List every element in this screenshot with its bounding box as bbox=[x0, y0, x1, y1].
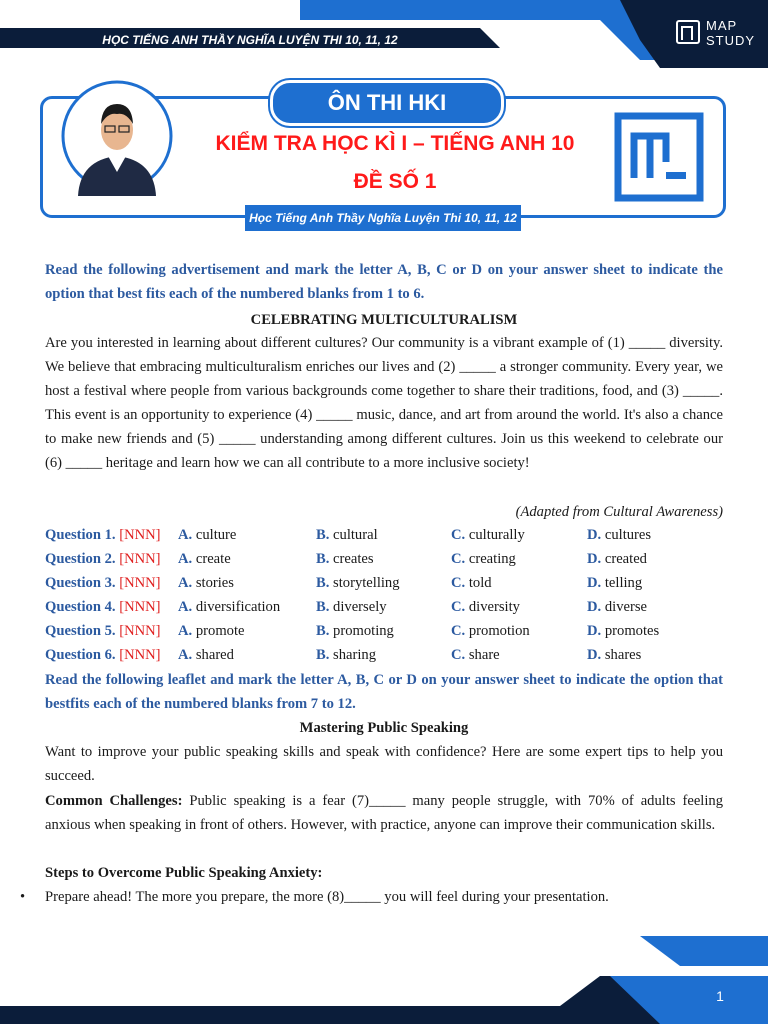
section2-challenges bbox=[45, 789, 723, 837]
option-letter: B. bbox=[316, 647, 330, 663]
section1-instruction: Read the following advertisement and mark the letter A, B, C or D on your answer sheet to indicate the option that best fits each of the numbered blanks from 1 to 6. bbox=[45, 262, 723, 302]
option-letter: D. bbox=[587, 647, 602, 663]
option-letter: B. bbox=[316, 575, 330, 591]
logo-line-1: MAP bbox=[706, 18, 738, 33]
question-tag: [NNN] bbox=[119, 623, 161, 639]
bullet-icon: • bbox=[20, 889, 26, 905]
option-letter: C. bbox=[451, 575, 466, 591]
option-letter: C. bbox=[451, 527, 466, 543]
option-c[interactable] bbox=[451, 571, 492, 595]
question-label: Question 3. bbox=[45, 575, 116, 591]
option-letter: D. bbox=[587, 599, 602, 615]
map-study-logo-icon bbox=[676, 20, 700, 44]
option-c[interactable] bbox=[451, 523, 525, 547]
option-text: culture bbox=[195, 527, 237, 543]
option-a[interactable] bbox=[178, 595, 280, 619]
option-letter: D. bbox=[587, 575, 602, 591]
option-text: stories bbox=[195, 575, 234, 591]
option-text: creating bbox=[468, 551, 516, 567]
teacher-photo bbox=[60, 68, 174, 198]
section1-source: (Adapted from Cultural Awareness) bbox=[515, 504, 723, 520]
option-letter: A. bbox=[178, 527, 193, 543]
question-tag: [NNN] bbox=[119, 599, 161, 615]
exam-title: KIỂM TRA HỌC KÌ I – TIẾNG ANH 10 bbox=[215, 132, 575, 155]
question-label: Question 5. bbox=[45, 623, 116, 639]
option-a[interactable] bbox=[178, 643, 234, 667]
option-a[interactable] bbox=[178, 523, 236, 547]
option-a[interactable] bbox=[178, 571, 234, 595]
challenges-label: Common Challenges: bbox=[45, 793, 183, 809]
option-b[interactable] bbox=[316, 619, 394, 643]
option-c[interactable] bbox=[451, 547, 516, 571]
option-letter: A. bbox=[178, 575, 193, 591]
option-text: cultural bbox=[333, 527, 378, 543]
exam-number: ĐỀ SỐ 1 bbox=[353, 170, 437, 193]
option-letter: A. bbox=[178, 599, 193, 615]
option-b[interactable] bbox=[316, 595, 387, 619]
option-text: create bbox=[195, 551, 231, 567]
top-banner-text: HỌC TIẾNG ANH THẦY NGHĨA LUYỆN THI 10, 11, 12 bbox=[102, 33, 398, 47]
exam-badge: ÔN THI HKI bbox=[270, 80, 504, 126]
option-letter: A. bbox=[178, 551, 193, 567]
option-letter: C. bbox=[451, 623, 466, 639]
map-study-logo bbox=[676, 18, 766, 52]
question-tag: [NNN] bbox=[119, 527, 161, 543]
question-label: Question 6. bbox=[45, 647, 116, 663]
option-letter: A. bbox=[178, 647, 193, 663]
question-label: Question 2. bbox=[45, 551, 116, 567]
option-text: storytelling bbox=[333, 575, 400, 591]
question-row bbox=[45, 523, 725, 547]
question-row bbox=[45, 595, 725, 619]
section2-instruction: Read the following leaflet and mark the letter A, B, C or D on your answer sheet to indicate the option that bestfits each of the numbered blanks from 7 to 12. bbox=[45, 672, 723, 712]
option-text: promote bbox=[195, 623, 245, 639]
option-text: promotes bbox=[604, 623, 660, 639]
option-d[interactable] bbox=[587, 595, 647, 619]
option-b[interactable] bbox=[316, 523, 378, 547]
logo-line-2: STUDY bbox=[706, 33, 756, 48]
option-a[interactable] bbox=[178, 619, 245, 643]
bottom-footer-decoration bbox=[0, 936, 768, 1024]
option-text: diversely bbox=[333, 599, 387, 615]
option-d[interactable] bbox=[587, 571, 642, 595]
question-tag: [NNN] bbox=[119, 647, 161, 663]
option-text: diversification bbox=[195, 599, 281, 615]
section1-passage: Are you interested in learning about different cultures? Our community is a vibrant example of (1) _____ diversity. We believe that embracing multiculturalism enriches our lives and (2) _____ a stronger community. Every year, we host a festival where people from various backgrounds come together to share their traditions, food, and (3) _____. This event is an opportunity to experience (4) _____ music, dance, and art from around the world. It's also a chance to make new friends and (5) _____ understanding among different cultures. Join us this weekend to celebrate our (6) _____ heritage and learn how we can all contribute to a more inclusive society! bbox=[45, 335, 723, 471]
option-letter: B. bbox=[316, 599, 330, 615]
option-letter: B. bbox=[316, 623, 330, 639]
option-text: promoting bbox=[333, 623, 394, 639]
option-c[interactable] bbox=[451, 643, 500, 667]
option-letter: A. bbox=[178, 623, 193, 639]
option-text: promotion bbox=[468, 623, 530, 639]
option-letter: D. bbox=[587, 551, 602, 567]
option-d[interactable] bbox=[587, 619, 659, 643]
option-text: cultures bbox=[604, 527, 652, 543]
m-logo-icon bbox=[614, 112, 704, 202]
option-c[interactable] bbox=[451, 619, 530, 643]
subtitle-banner: Học Tiếng Anh Thầy Nghĩa Luyện Thi 10, 11, 12 bbox=[245, 205, 521, 231]
option-b[interactable] bbox=[316, 547, 374, 571]
option-c[interactable] bbox=[451, 595, 520, 619]
question-tag: [NNN] bbox=[119, 575, 161, 591]
option-text: diverse bbox=[604, 599, 648, 615]
option-text: culturally bbox=[468, 527, 525, 543]
question-row bbox=[45, 547, 725, 571]
option-letter: C. bbox=[451, 647, 466, 663]
option-text: creates bbox=[333, 551, 374, 567]
question-tag: [NNN] bbox=[119, 551, 161, 567]
question-label: Question 1. bbox=[45, 527, 116, 543]
option-a[interactable] bbox=[178, 547, 231, 571]
option-letter: B. bbox=[316, 527, 330, 543]
section2-intro: Want to improve your public speaking skills and speak with confidence? Here are some expert tips to help you succeed. bbox=[45, 744, 723, 784]
steps-heading: Steps to Overcome Public Speaking Anxiety: bbox=[45, 865, 323, 881]
question-label: Question 4. bbox=[45, 599, 116, 615]
page-number: 1 bbox=[716, 988, 724, 1004]
option-text: diversity bbox=[468, 599, 520, 615]
option-d[interactable] bbox=[587, 523, 651, 547]
option-d[interactable] bbox=[587, 547, 647, 571]
question-row bbox=[45, 571, 725, 595]
bullet-item-1: Prepare ahead! The more you prepare, the more (8)_____ you will feel during your presentation. bbox=[45, 889, 609, 905]
option-d[interactable] bbox=[587, 643, 641, 667]
option-text: sharing bbox=[333, 647, 377, 663]
option-text: telling bbox=[604, 575, 643, 591]
option-letter: D. bbox=[587, 527, 602, 543]
option-b[interactable] bbox=[316, 571, 400, 595]
option-letter: B. bbox=[316, 551, 330, 567]
option-text: share bbox=[468, 647, 500, 663]
challenges-text: Public speaking is a fear (7)_____ many people struggle, with 70% of adults feeling anxious when speaking in front of others. However, with practice, anyone can improve their communication skills. bbox=[45, 793, 723, 833]
option-text: told bbox=[468, 575, 492, 591]
question-row bbox=[45, 619, 725, 643]
option-letter: D. bbox=[587, 623, 602, 639]
option-text: created bbox=[604, 551, 647, 567]
section1-heading: CELEBRATING MULTICULTURALISM bbox=[250, 312, 518, 328]
option-text: shared bbox=[195, 647, 234, 663]
option-text: shares bbox=[604, 647, 642, 663]
option-b[interactable] bbox=[316, 643, 376, 667]
question-row bbox=[45, 643, 725, 667]
option-letter: C. bbox=[451, 599, 466, 615]
section2-heading: Mastering Public Speaking bbox=[299, 720, 469, 736]
option-letter: C. bbox=[451, 551, 466, 567]
